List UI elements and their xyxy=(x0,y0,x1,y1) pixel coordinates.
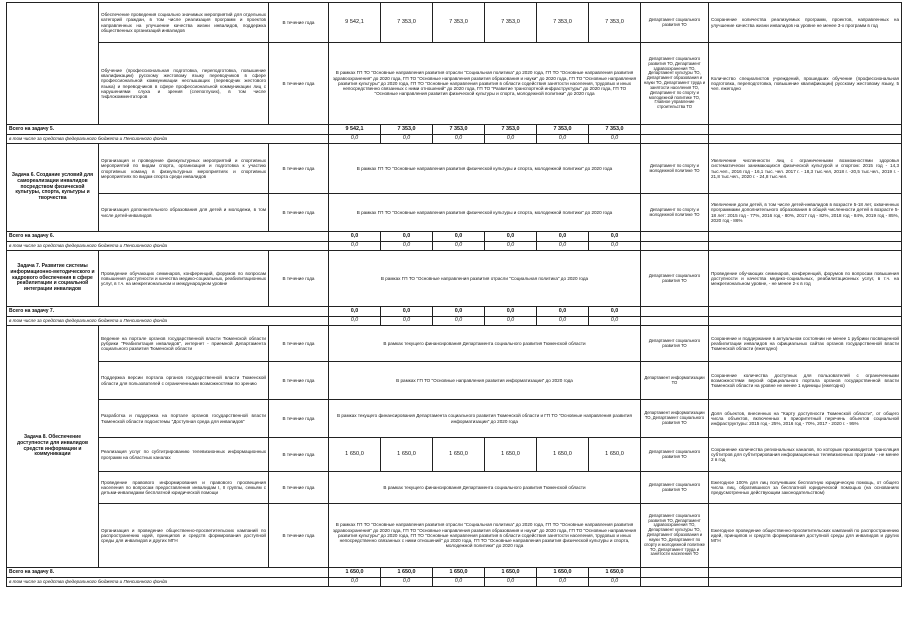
activity-cell: Ведение на портале органов государственной власти Тюменской области рубрики "Реабилитация инвалидов", интернет - приемной Департамента социального развития Тюменской области xyxy=(99,326,269,362)
federal-value: 0,0 xyxy=(381,317,433,326)
value-cell: 1 650,0 xyxy=(381,438,433,472)
activity-cell: Проведение правового информирования и правового просвещения населения по вопросам предоставления инвалидам I, II группы, семьям с детьми-инвалидами бесплатной юридической помощи xyxy=(99,472,269,504)
table-row xyxy=(7,472,902,504)
federal-value: 0,0 xyxy=(329,242,381,251)
total-value: 1 650,0 xyxy=(381,568,433,578)
executor-cell: Департамент социального развития ТО, Департамент здравоохранения ТО, Департамент культуры ТО, Департамент образования и науки ТО, Департамент по спорту и молодежной политике ТО, Департамент труда и занятости населения ТО xyxy=(641,504,709,568)
table-row xyxy=(7,43,902,125)
table-row xyxy=(7,251,902,307)
executor-cell: Департамент по спорту и молодежной политике ТО xyxy=(641,194,709,232)
federal-value: 0,0 xyxy=(329,578,381,587)
financing-cell: В рамках ГП ТО "Основные направления развития информатизации" до 2020 года xyxy=(329,362,641,400)
indicator-cell: Сохранение количества доступных для пользователей с ограниченными возможностями версий официального портала органов государственной власти Тюменской области на уровне не менее 1 единицы (ежегодно) xyxy=(709,362,902,400)
empty-cell xyxy=(709,317,902,326)
total-value: 0,0 xyxy=(537,232,589,242)
total-value: 0,0 xyxy=(433,232,485,242)
task-cell-empty xyxy=(7,3,99,125)
total-value: 0,0 xyxy=(485,307,537,317)
federal-value: 0,0 xyxy=(589,317,641,326)
empty-cell xyxy=(709,242,902,251)
table-row xyxy=(7,3,902,43)
federal-value: 0,0 xyxy=(329,135,381,144)
financing-cell: В рамках текущего финансирования Департамента социального развития Тюменской области xyxy=(329,472,641,504)
empty-cell xyxy=(709,578,902,587)
federal-value: 0,0 xyxy=(589,135,641,144)
indicator-cell: Доля объектов, внесенных на "Карту доступности Тюменской области", от общего числа объектов, включенных в приоритетный перечень объектов социальной инфраструктуры: 2015 год - 25%, 2016 год - 70%, 2017 - 2020 г. - 95% xyxy=(709,400,902,438)
financing-cell: В рамках текущего финансирования Департамента социального развития Тюменской области и ГП ТО "Основные направления развития информатизации" до 2020 года xyxy=(329,400,641,438)
federal-value: 0,0 xyxy=(433,135,485,144)
term-cell: В течение года xyxy=(269,326,329,362)
indicator-cell: Ежегодное 100% для лиц получивших бесплатную юридическую помощь, от общего числа лиц, обратившихся за бесплатной юридической помощью (на основаниях предусмотренных действующим законодательством) xyxy=(709,472,902,504)
empty-cell xyxy=(709,307,902,317)
federal-value: 0,0 xyxy=(381,578,433,587)
federal-value: 0,0 xyxy=(381,135,433,144)
empty-cell xyxy=(709,125,902,135)
total-value: 0,0 xyxy=(485,232,537,242)
empty-cell xyxy=(641,232,709,242)
table-row xyxy=(7,144,902,194)
table-row xyxy=(7,504,902,568)
executor-cell: Департамент социального развития ТО xyxy=(641,3,709,43)
term-cell: В течение года xyxy=(269,144,329,194)
total-label: Всего на задачу 7. xyxy=(7,307,329,317)
document-page xyxy=(6,2,901,608)
federal-value: 0,0 xyxy=(433,578,485,587)
federal-label: в том числе за средства федерального бюджета и Пенсионного фонда xyxy=(7,242,329,251)
empty-cell xyxy=(709,232,902,242)
financing-cell: В рамках текущего финансирования Департамента социального развития Тюменской области xyxy=(329,326,641,362)
indicator-cell: Сохранение и поддержание в актуальном состоянии не менее 1 рубрики посвященной реабилитации инвалидов на официальных сайтах органов государственной власти Тюменской области (ежегодно) xyxy=(709,326,902,362)
total-value: 0,0 xyxy=(589,232,641,242)
federal-row xyxy=(7,317,902,326)
activity-cell: Реализация услуг по субтитрированию телевизионных информационных программ на областных каналах xyxy=(99,438,269,472)
total-value: 9 542,1 xyxy=(329,125,381,135)
task-title: Задача 8. Обеспечение доступности для инвалидов средств информации и коммуникации xyxy=(7,326,99,568)
empty-cell xyxy=(709,568,902,578)
indicator-cell: Количество специалистов учреждений, прошедших обучение (профессиональная подготовка, переподготовка, повышение квалификации) русскому жестовому языку, 5 чел. ежегодно xyxy=(709,43,902,125)
federal-value: 0,0 xyxy=(433,317,485,326)
empty-cell xyxy=(641,317,709,326)
indicator-cell: Ежегодное проведение общественно-просветительских кампаний по распространению идей, принципов и средств формирования доступной среды для инвалидов и других МГН xyxy=(709,504,902,568)
value-cell: 7 353,0 xyxy=(381,3,433,43)
federal-value: 0,0 xyxy=(537,578,589,587)
federal-value: 0,0 xyxy=(589,578,641,587)
table-row xyxy=(7,362,902,400)
task-title: Задача 7. Развитие системы информационно-методического и кадрового обеспечения в сфере реабилитации и социальной интеграции инвалидов xyxy=(7,251,99,307)
financing-cell: В рамках ГП ТО "Основные направления развития отрасли "Социальная политика" до 2020 года xyxy=(329,251,641,307)
total-value: 0,0 xyxy=(381,232,433,242)
total-value: 0,0 xyxy=(381,307,433,317)
total-row xyxy=(7,307,902,317)
table-row xyxy=(7,438,902,472)
term-cell: В течение года xyxy=(269,504,329,568)
total-value: 0,0 xyxy=(329,232,381,242)
table-row xyxy=(7,400,902,438)
executor-cell: Департамент социального развития ТО xyxy=(641,326,709,362)
indicator-cell: Сохранение количества региональных каналов, по которым производится трансляция субтитров для субтитрирования информационных телевизионных программ - не менее 2 в год xyxy=(709,438,902,472)
empty-cell xyxy=(641,125,709,135)
executor-cell: Департамент по спорту и молодежной политике ТО xyxy=(641,144,709,194)
empty-cell xyxy=(641,568,709,578)
executor-cell: Департамент социального развития ТО xyxy=(641,438,709,472)
term-cell: В течение года xyxy=(269,3,329,43)
term-cell: В течение года xyxy=(269,43,329,125)
activity-cell: Обеспечение проведения социально значимых мероприятий для отдельных категорий граждан, в том числе реализация программ и проектов направленных на улучшение качества жизни инвалидов, поддержка общественных организаций инвалидов xyxy=(99,3,269,43)
empty-cell xyxy=(641,578,709,587)
financing-cell: В рамках ГП ТО "Основные направления развития физической культуры и спорта, молодежной политики" до 2020 года xyxy=(329,144,641,194)
total-value: 7 353,0 xyxy=(433,125,485,135)
value-cell: 7 353,0 xyxy=(433,3,485,43)
federal-value: 0,0 xyxy=(381,242,433,251)
executor-cell: Департамент информатизации ТО xyxy=(641,362,709,400)
federal-value: 0,0 xyxy=(537,135,589,144)
federal-value: 0,0 xyxy=(589,242,641,251)
federal-row xyxy=(7,578,902,587)
value-cell: 7 353,0 xyxy=(589,3,641,43)
total-value: 0,0 xyxy=(433,307,485,317)
federal-value: 0,0 xyxy=(485,578,537,587)
federal-value: 0,0 xyxy=(329,317,381,326)
value-cell: 1 650,0 xyxy=(329,438,381,472)
federal-value: 0,0 xyxy=(537,317,589,326)
financing-cell: В рамках ГП ТО "Основные направления развития отрасли "Социальная политика" до 2020 года, ГП ТО "Основные направления развития здравоохранения" до 2020 года, ГП ТО "Основные направления развития образования и науки" до 2020 года, ГП ТО "Основные направления развития культуры" до 2020 года, ГП ТО "Основные направления развития в области содействия занятости населения, трудовых и иных непосредственно связанных с ними отношений" до 2020 года, ГП ТО "Основные направления развития физической культуры и спорта, молодежной политики" до 2020 года xyxy=(329,504,641,568)
total-value: 1 650,0 xyxy=(433,568,485,578)
federal-label: в том числе за средства федерального бюджета и Пенсионного фонда xyxy=(7,135,329,144)
total-value: 7 353,0 xyxy=(485,125,537,135)
federal-row xyxy=(7,135,902,144)
total-value: 1 650,0 xyxy=(485,568,537,578)
value-cell: 7 353,0 xyxy=(485,3,537,43)
financing-cell: В рамках ГП ТО "Основные направления развития физической культуры и спорта, молодежной политики" до 2020 года xyxy=(329,194,641,232)
financing-cell: В рамках ГП ТО "Основные направления развития отрасли "Социальная политика" до 2020 года, ГП ТО "Основные направления развития здравоохранения" до 2020 года, ГП ТО "Основные направления развития образования и науки" до 2020 года, ГП ТО "Основные направления развития культуры" до 2020 года, ГП ТО "Основные направления развития в области содействия занятости населения, трудовых и иных непосредственно связанных с ними отношений" до 2020 года, ГП ТО "Развитие транспортной инфраструктуры" до 2020 года, ГП ТО "Основные направления развития физической культуры и спорта, молодежной политики" до 2020 года xyxy=(329,43,641,125)
term-cell: В течение года xyxy=(269,400,329,438)
term-cell: В течение года xyxy=(269,194,329,232)
empty-cell xyxy=(641,307,709,317)
term-cell: В течение года xyxy=(269,362,329,400)
total-value: 7 353,0 xyxy=(537,125,589,135)
value-cell: 1 650,0 xyxy=(433,438,485,472)
total-label: Всего на задачу 6. xyxy=(7,232,329,242)
value-cell: 1 650,0 xyxy=(485,438,537,472)
value-cell: 7 353,0 xyxy=(537,3,589,43)
total-value: 0,0 xyxy=(589,307,641,317)
activity-cell: Обучение (профессиональная подготовка, переподготовка, повышение квалификации) русскому жестовому языку переводчиков в сфере профессиональной коммуникации неслышащих (переводчик жестового языка) и переводчиков в сфере профессиональной коммуникации лиц с нарушениями слуха и зрения (слепоглухих), в том числе тифлокомментаторов xyxy=(99,43,269,125)
program-table xyxy=(6,2,902,587)
total-value: 1 650,0 xyxy=(537,568,589,578)
activity-cell: Поддержка версии портала органов государственной власти Тюменской области для пользователей с ограниченными возможностями по зрению xyxy=(99,362,269,400)
federal-label: в том числе за средства федерального бюджета и Пенсионного фонда xyxy=(7,578,329,587)
total-value: 1 650,0 xyxy=(329,568,381,578)
total-value: 7 353,0 xyxy=(589,125,641,135)
federal-value: 0,0 xyxy=(537,242,589,251)
federal-label: в том числе за средства федерального бюджета и Пенсионного фонда xyxy=(7,317,329,326)
table-row xyxy=(7,194,902,232)
term-cell: В течение года xyxy=(269,251,329,307)
indicator-cell: Сохранение количества реализуемых программ, проектов, направленных на улучшение качества жизни инвалидов на уровне не менее 3-х программ в год xyxy=(709,3,902,43)
total-row xyxy=(7,568,902,578)
empty-cell xyxy=(709,135,902,144)
executor-cell: Департамент социального развития ТО xyxy=(641,251,709,307)
executor-cell: Департамент информатизации ТО, Департамент социального развития ТО xyxy=(641,400,709,438)
executor-cell: Департамент социального развития ТО, Департамент здравоохранения ТО, Департамент культуры ТО, Департамент образования и науки ТО, Департамент труда и занятости населения ТО, Департамент по спорту и молодежной политике ТО, Главное управление строительства ТО xyxy=(641,43,709,125)
activity-cell: Разработка и поддержка на портале органов государственной власти Тюменской области подсистемы "Доступная среда для инвалидов" xyxy=(99,400,269,438)
empty-cell xyxy=(641,135,709,144)
total-value: 0,0 xyxy=(537,307,589,317)
indicator-cell: Увеличение доли детей, в том числе детей-инвалидов в возрасте 5-18 лет, охваченных программами дополнительного образования в общей численности детей в возрасте 5-18 лет: 2015 год - 77%, 2016 год - 80%, 2017 год - 82%, 2018 год - 84%, 2019 год - 85%, 2020 год - 86% xyxy=(709,194,902,232)
executor-cell: Департамент социального развития ТО xyxy=(641,472,709,504)
indicator-cell: Проведение обучающих семинаров, конференций, форумов по вопросам повышения доступности и качества медико-социальных, реабилитационных услуг, в т.ч. на межрегиональном уровне, - не менее 2-х в год xyxy=(709,251,902,307)
indicator-cell: Увеличение численности лиц с ограниченными возможностями здоровья систематически занимающихся физической культурой и спортом: 2015 год - 14,3 тыс.чел., 2016 год - 16,1 тыс. чел. 2017 г. - 18,3 тыс.чел, 2018 г. -20,5 тыс.чел., 2019 г. - 21,8 тыс.чел., 2020 г. - 24,8 тыс.чел. xyxy=(709,144,902,194)
task-title: Задача 6. Создание условий для самореализации инвалидов посредством физической культуры, спорта, культуры и творчества xyxy=(7,144,99,232)
total-row xyxy=(7,125,902,135)
table-row xyxy=(7,326,902,362)
empty-cell xyxy=(641,242,709,251)
value-cell: 1 650,0 xyxy=(537,438,589,472)
value-cell: 1 650,0 xyxy=(589,438,641,472)
federal-value: 0,0 xyxy=(485,317,537,326)
total-label: Всего на задачу 5. xyxy=(7,125,329,135)
term-cell: В течение года xyxy=(269,438,329,472)
total-label: Всего на задачу 8. xyxy=(7,568,329,578)
total-value: 1 650,0 xyxy=(589,568,641,578)
total-value: 7 353,0 xyxy=(381,125,433,135)
federal-value: 0,0 xyxy=(485,135,537,144)
federal-row xyxy=(7,242,902,251)
term-cell: В течение года xyxy=(269,472,329,504)
federal-value: 0,0 xyxy=(433,242,485,251)
activity-cell: Организация дополнительного образования для детей и молодежи, в том числе детей-инвалидов xyxy=(99,194,269,232)
activity-cell: Организация и проведение физкультурных мероприятий и спортивных мероприятий по видам спорта, организация и подготовка к участию спортивных команд в физкультурных мероприятиях и спортивных мероприятиях по видам спорта среди инвалидов xyxy=(99,144,269,194)
value-cell: 9 542,1 xyxy=(329,3,381,43)
total-row xyxy=(7,232,902,242)
federal-value: 0,0 xyxy=(485,242,537,251)
activity-cell: Проведение обучающих семинаров, конференций, форумов по вопросам повышения доступности и качества медико-социальных, реабилитационных услуг, в т.ч. на межрегиональном и международном уровне xyxy=(99,251,269,307)
activity-cell: Организация и проведение общественно-просветительских кампаний по распространению идей, принципов и средств формирования доступной среды для инвалидов и других МГН xyxy=(99,504,269,568)
total-value: 0,0 xyxy=(329,307,381,317)
